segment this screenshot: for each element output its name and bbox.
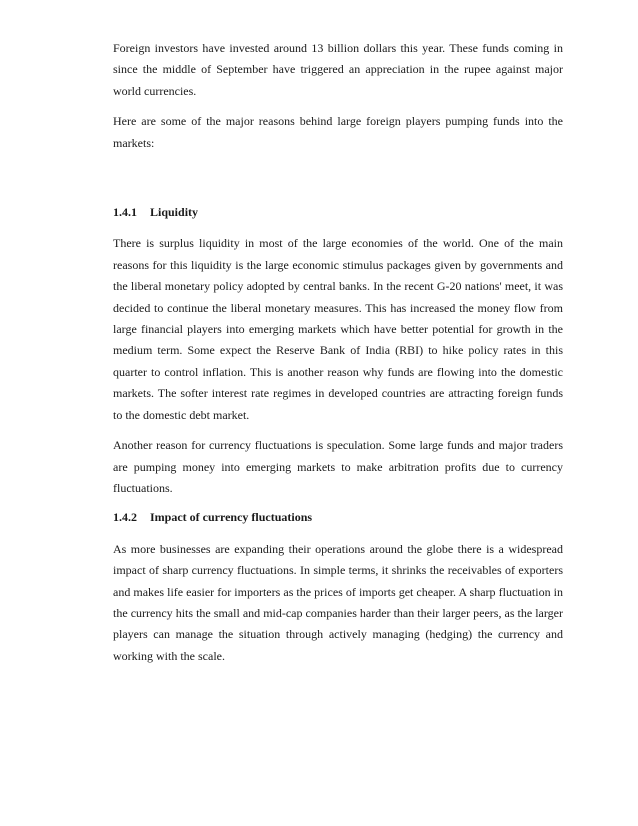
liquidity-paragraph-1: There is surplus liquidity in most of the large economies of the world. One of the main reasons for this liquidity is the large economic stimulus packages given by governments and the liberal monetary policy adopted by central banks. In the recent G-20 nations' meet, it was decided to continue the liberal monetary measures. This has increased the money flow from large financial players into emerging markets which have better potential for growth in the medium term. Some expect the Reserve Bank of India (RBI) to hike policy rates in this quarter to control inflation. This is another reason why funds are flowing into the domestic markets. The softer interest rate regimes in developed countries are attracting foreign funds to the domestic debt market.: [113, 236, 563, 422]
section-heading-liquidity: [113, 202, 563, 223]
section-title: Liquidity: [150, 205, 199, 220]
document-page: [113, 38, 563, 667]
currency-paragraph-1: As more businesses are expanding their operations around the globe there is a widespread impact of sharp currency fluctuations. In simple terms, it shrinks the receivables of exporters and makes life easier for importers as the prices of imports get cheaper. A sharp fluctuation in the currency hits the small and mid-cap companies harder than their larger peers, as the larger players can manage the situation through actively managing (hedging) the currency and working with the scale.: [113, 541, 563, 663]
intro-paragraph-1: Foreign investors have invested around 13 billion dollars this year. These funds coming in since the middle of September have triggered an appreciation in the rupee against major world currencies.: [113, 41, 563, 98]
section-number: 1.4.1: [113, 205, 137, 220]
intro-paragraph-2: Here are some of the major reasons behind large foreign players pumping funds into the markets:: [113, 114, 563, 150]
section-title: Impact of currency fluctuations: [150, 510, 313, 525]
liquidity-paragraph-2: Another reason for currency fluctuations is speculation. Some large funds and major traders are pumping money into emerging markets to make arbitration profits due to currency fluctuations.: [113, 438, 563, 495]
section-number: 1.4.2: [113, 510, 137, 525]
section-heading-currency: [113, 507, 563, 528]
